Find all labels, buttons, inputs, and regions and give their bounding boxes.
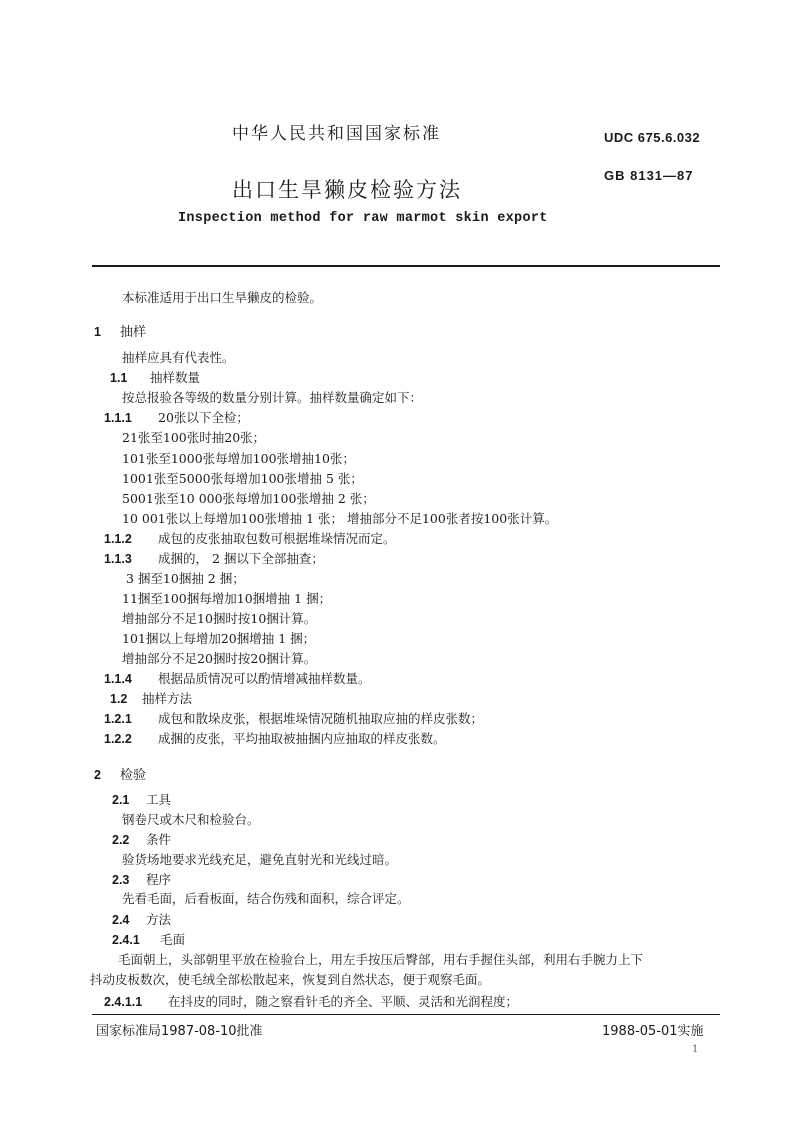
body-line: 按总报验各等级的数量分别计算。抽样数量确定如下：: [122, 390, 423, 405]
clause-1-2-2: 1.2.2 成捆的皮张，平均抽取被抽捆内应抽取的样皮张数。: [104, 731, 446, 746]
clause-2-3: 2.3 程序: [112, 872, 172, 887]
implementation-date: 1988-05-01实施: [602, 1024, 704, 1039]
body-line: 11捆至100捆每增加10捆增抽 1 捆；: [122, 591, 332, 606]
body-line: 5001张至10 000张每增加100张增抽 2 张；: [122, 491, 375, 506]
page-number: 1: [692, 1044, 699, 1055]
clause-1-1-1: 1.1.1 20张以下全检；: [104, 410, 249, 425]
body-line: 钢卷尺或木尺和检验台。: [122, 812, 260, 827]
body-line: 先看毛面，后看板面，结合伤残和面积，综合评定。: [122, 891, 410, 906]
body-line: 抽样应具有代表性。: [122, 350, 235, 365]
body-line: 抖动皮板数次，使毛绒全部松散起来，恢复到自然状态，便于观察毛面。: [90, 972, 491, 987]
section-2-heading: 2 检验: [94, 768, 147, 783]
approval-date: 国家标准局1987-08-10批准: [96, 1024, 263, 1039]
english-title: Inspection method for raw marmot skin export: [178, 211, 548, 226]
clause-2-4-1-1: 2.4.1.1 在抖皮的同时，随之察看针毛的齐全、平顺、灵活和光润程度；: [104, 994, 519, 1009]
clause-1-1: 1.1 抽样数量: [110, 370, 201, 385]
udc-code: UDC 675.6.032: [604, 130, 701, 145]
page-title: 出口生旱獭皮检验方法: [232, 178, 462, 202]
clause-1-1-3: 1.1.3 成捆的， 2 捆以下全部抽查；: [104, 551, 324, 566]
body-line: 增抽部分不足20捆时按20捆计算。: [122, 651, 317, 666]
clause-2-4: 2.4 方法: [112, 912, 172, 927]
clause-1-2-1: 1.2.1 成包和散垛皮张，根据堆垛情况随机抽取应抽的样皮张数；: [104, 711, 484, 726]
intro-line: 本标准适用于出口生旱獭皮的检验。: [122, 290, 323, 305]
clause-2-1: 2.1 工具: [112, 792, 172, 807]
body-line: 10 001张以上每增加100张增抽 1 张； 增抽部分不足100张者按100张计算。: [122, 511, 558, 526]
clause-1-1-4: 1.1.4 根据品质情况可以酌情增减抽样数量。: [104, 671, 371, 686]
clause-2-4-1: 2.4.1 毛面: [112, 932, 186, 947]
clause-1-1-2: 1.1.2 成包的皮张抽取包数可根据堆垛情况而定。: [104, 531, 396, 546]
body-line: 增抽部分不足10捆时按10捆计算。: [122, 611, 317, 626]
section-1-heading: 1 抽样: [94, 325, 147, 340]
standard-type: 中华人民共和国国家标准: [232, 124, 441, 144]
body-line: 101张至1000张每增加100张增抽10张；: [122, 451, 355, 466]
body-line: 3 捆至10捆抽 2 捆；: [126, 571, 245, 586]
clause-1-2: 1.2 抽样方法: [110, 691, 193, 706]
body-line: 验货场地要求光线充足，避免直射光和光线过暗。: [122, 852, 398, 867]
body-line: 毛面朝上，头部朝里平放在检验台上，用左手按压后臀部，用右手握住头部，利用右手腕力上下: [118, 952, 644, 967]
gb-code: GB 8131—87: [604, 168, 694, 183]
body-line: 101捆以上每增加20捆增抽 1 捆；: [122, 631, 316, 646]
footer-rule: [92, 1014, 720, 1015]
clause-2-2: 2.2 条件: [112, 832, 172, 847]
body-line: 21张至100张时抽20张；: [122, 430, 266, 445]
body-line: 1001张至5000张每增加100张增抽 5 张；: [122, 471, 363, 486]
header-rule: [92, 265, 720, 267]
